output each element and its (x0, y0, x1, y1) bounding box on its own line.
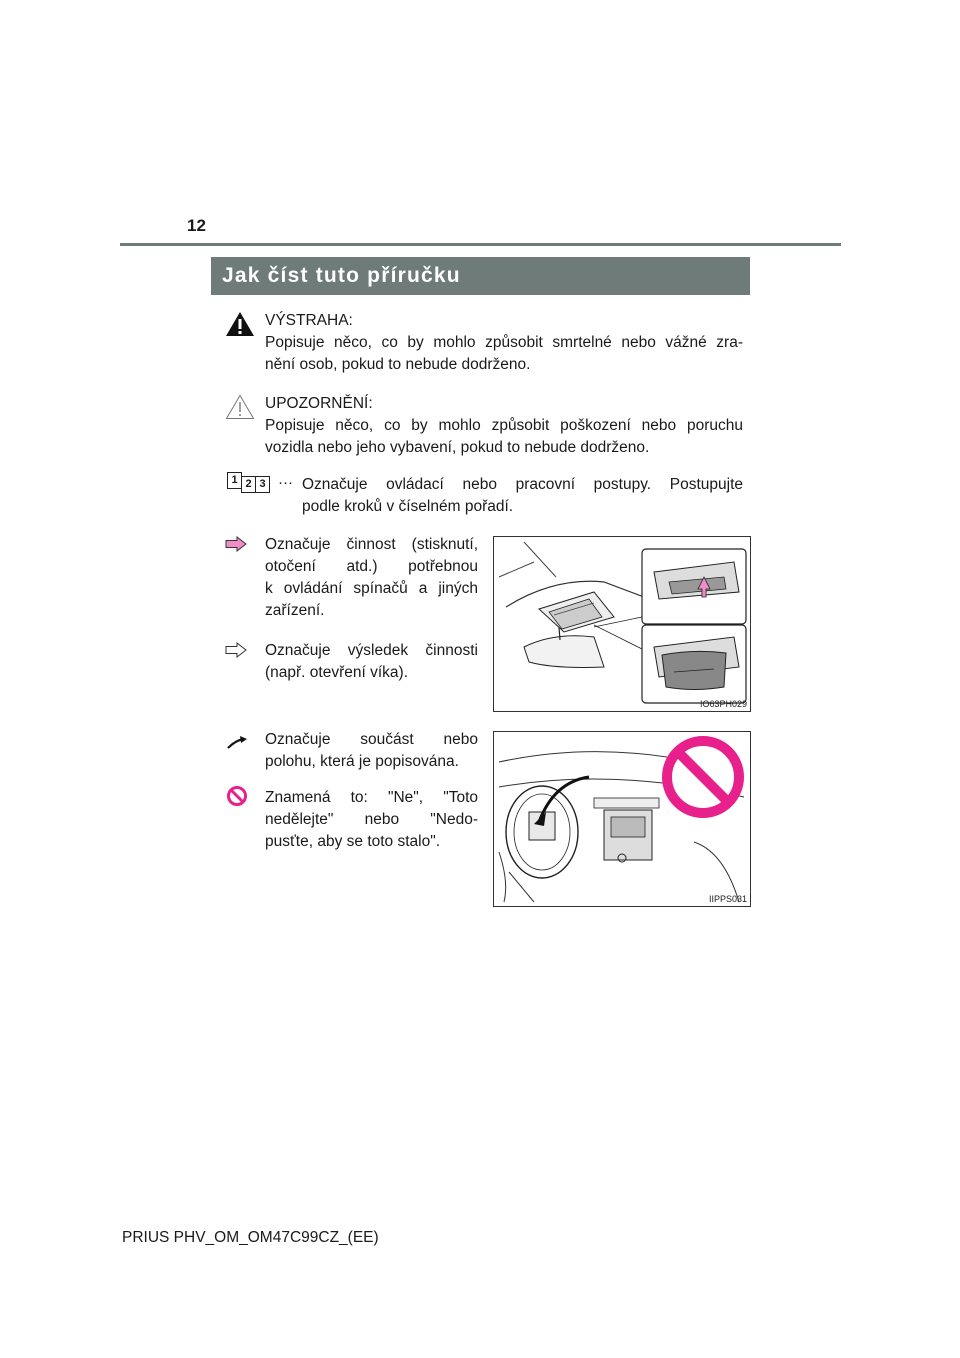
prohibition-line-2: nedělejte" nebo "Nedo- (265, 811, 478, 828)
step-3-box: 3 (255, 476, 270, 493)
overhead-console-figure (493, 536, 751, 712)
action-line-3: k ovládání spínačů a jiných (265, 580, 478, 597)
component-line-2: polohu, která je popisována. (265, 753, 459, 770)
overhead-console-drawing (494, 537, 750, 711)
warning-heading: VÝSTRAHA: (265, 312, 353, 329)
steps-dots: ··· (278, 474, 293, 491)
step-1-box: 1 (227, 472, 242, 489)
warning-line-2: nění osob, pokud to nebude dodrženo. (265, 356, 531, 373)
warning-entry (265, 310, 743, 376)
warning-triangle-icon (225, 311, 255, 337)
page-footer: PRIUS PHV_OM_OM47C99CZ_(EE) (122, 1229, 379, 1246)
section-title: Jak číst tuto příručku (211, 257, 750, 295)
result-line-2: (např. otevření víka). (265, 664, 409, 681)
steps-line-1: Označuje ovládací nebo pracovní postupy. Postupujte (302, 476, 743, 493)
result-line-1: Označuje výsledek činnosti (265, 642, 478, 659)
figure-2-code: IIPPS031 (708, 894, 747, 904)
prohibition-line-3: pusťte, aby se toto stalo". (265, 833, 441, 850)
dashboard-drawing (494, 732, 750, 906)
notice-line-1: Popisuje něco, co by mohlo způsobit poškození nebo poruchu (265, 417, 743, 434)
result-entry (265, 640, 478, 684)
notice-heading: UPOZORNĚNÍ: (265, 395, 373, 412)
dashboard-figure (493, 731, 751, 907)
component-pointer-icon (226, 736, 248, 750)
notice-entry (265, 393, 743, 459)
action-line-4: zařízení. (265, 602, 325, 619)
steps-entry (302, 474, 743, 518)
action-line-1: Označuje činnost (stisknutí, (265, 536, 478, 553)
prohibition-icon (226, 785, 248, 807)
result-arrow-icon (225, 642, 247, 658)
page-number: 12 (187, 216, 206, 235)
notice-line-2: vozidla nebo jeho vybavení, pokud to nebude dodrženo. (265, 439, 650, 456)
prohibition-entry (265, 787, 478, 853)
action-line-2: otočení atd.) potřebnou (265, 558, 478, 575)
component-line-1: Označuje součást nebo (265, 731, 478, 748)
warning-line-1: Popisuje něco, co by mohlo způsobit smrtelné nebo vážné zra- (265, 334, 743, 351)
figure-1-code: IO63PH029 (699, 699, 747, 709)
steps-line-2: podle kroků v číselném pořadí. (302, 498, 514, 515)
component-entry (265, 729, 478, 773)
caution-triangle-icon (225, 394, 255, 420)
prohibition-line-1: Znamená to: "Ne", "Toto (265, 789, 478, 806)
action-entry (265, 534, 478, 622)
step-2-box: 2 (241, 476, 256, 493)
action-arrow-icon (225, 536, 247, 552)
top-rule (120, 243, 841, 246)
